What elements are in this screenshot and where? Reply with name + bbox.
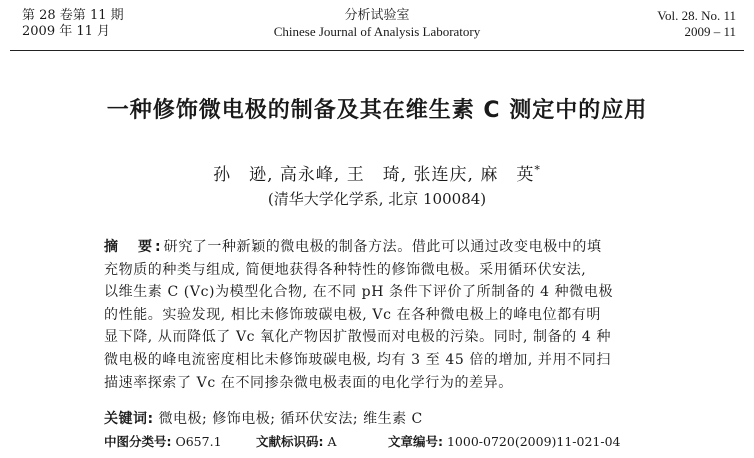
year-month-label: 2009 – 11: [684, 24, 736, 39]
document-code-value: A: [327, 434, 337, 449]
article-number-label: 文章编号:: [388, 434, 443, 449]
abstract: [104, 236, 664, 394]
journal-title-block: [10, 8, 744, 40]
clc-value: O657.1: [175, 434, 222, 449]
document-code-label: 文献标识码:: [256, 434, 324, 449]
abstract-line-6: 微电极的峰电流密度相比未修饰玻碳电极, 均有 3 至 45 倍的增加, 并用不同扫: [104, 351, 611, 368]
abstract-line-4: 的性能。实验发现, 相比未修饰玻碳电极, Vc 在各种微电极上的峰电位都有明: [104, 306, 601, 323]
abstract-line-1: [104, 236, 664, 259]
publication-date-label: 2009 年 11 月: [22, 24, 111, 39]
volume-number-label: Vol. 28. No. 11: [657, 8, 736, 23]
abstract-label: 摘 要:: [104, 239, 164, 255]
volume-issue-label: 第 28 卷第 11 期: [22, 8, 124, 23]
author-affiliation: (清华大学化学系, 北京 100084): [267, 190, 487, 208]
abstract-text: 研究了一种新颖的微电极的制备方法。借此可以通过改变电极中的填: [163, 239, 602, 255]
journal-title-english: Chinese Journal of Analysis Laboratory: [273, 24, 481, 39]
clc-field: [104, 432, 256, 450]
keywords: [104, 408, 423, 428]
journal-title-chinese: 分析试验室: [344, 8, 410, 23]
running-header: [10, 8, 744, 51]
abstract-line-5: 显下降, 从而降低了 Vc 氧化产物因扩散慢而对电极的污染。同时, 制备的 4 种: [104, 329, 612, 346]
article-title: 一种修饰微电极的制备及其在维生素 C 测定中的应用: [106, 98, 648, 123]
article-number-value: 1000-0720(2009)11-021-04: [446, 434, 621, 449]
corresponding-author-mark: *: [534, 163, 541, 177]
clc-label: 中图分类号:: [104, 434, 172, 449]
author-list: [0, 160, 754, 185]
abstract-line-7: 描速率探索了 Vc 在不同掺杂微电极表面的电化学行为的差异。: [104, 374, 513, 391]
classification-line: [104, 432, 621, 450]
issue-info-english: [657, 8, 736, 40]
keywords-label: 关键词:: [104, 411, 154, 427]
author-names: 孙 逊, 高永峰, 王 琦, 张连庆, 麻 英: [213, 165, 535, 185]
article-number-field: [388, 432, 621, 450]
keywords-text: 微电极; 修饰电极; 循环伏安法; 维生素 C: [158, 411, 423, 427]
abstract-line-2: 充物质的种类与组成, 简便地获得各种特性的修饰微电极。采用循环伏安法,: [104, 261, 587, 278]
document-code-field: [256, 432, 388, 450]
abstract-line-3: 以维生素 C (Vc)为模型化合物, 在不同 pH 条件下评价了所制备的 4 种微电极: [104, 284, 614, 301]
